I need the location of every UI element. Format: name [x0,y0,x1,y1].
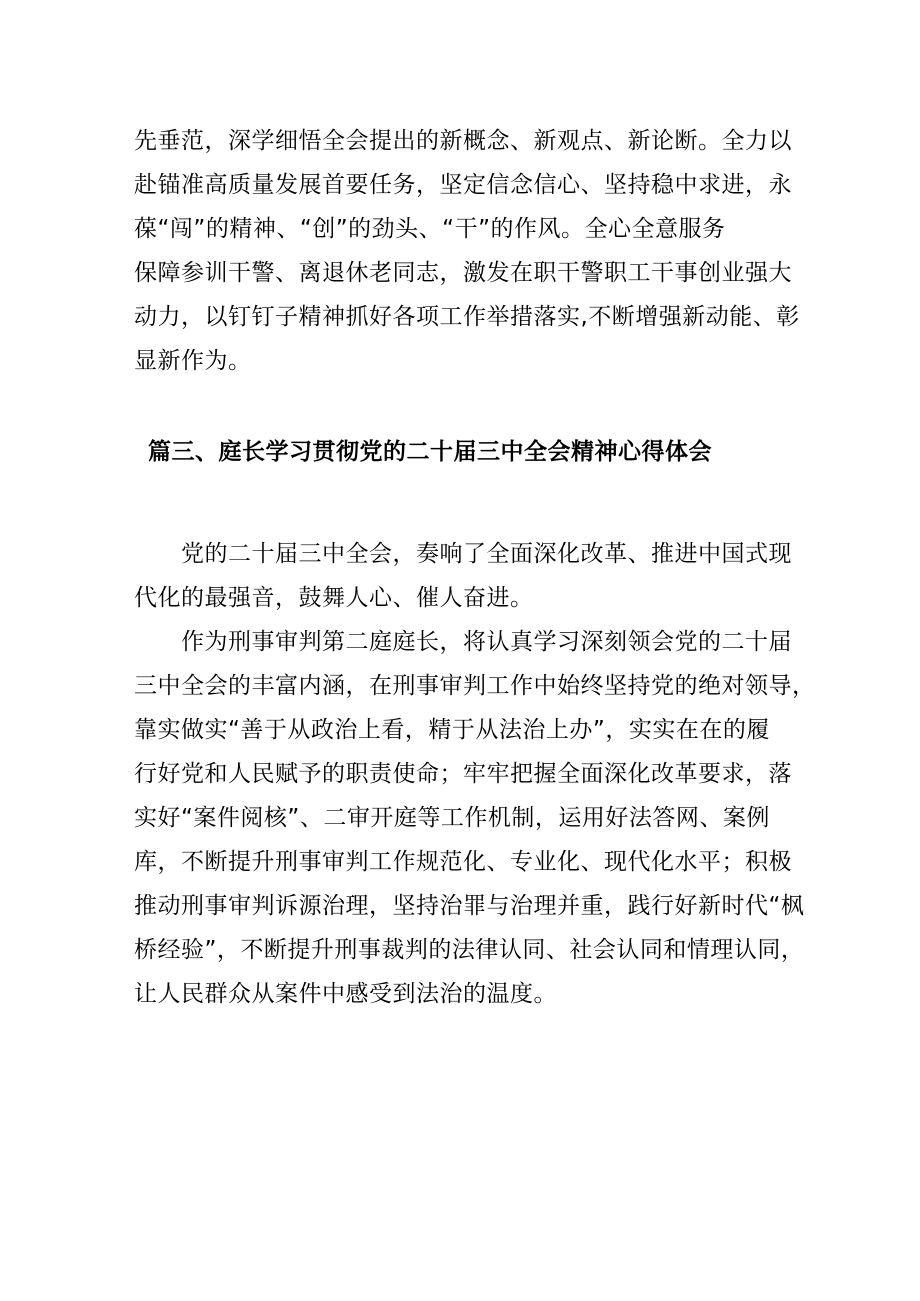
intro-line-3: 葆“闯”的精神、“创”的劲头、“干”的作风。全心全意服务 [134,216,726,242]
paragraph-2-line-7: 推动刑事审判诉源治理，坚持治罪与治理并重，践行好新时代“枫 [134,893,805,919]
paragraph-2-line-5: 实好“案件阅核”、二审开庭等工作机制，运用好法答网、案例 [134,805,770,831]
intro-line-6: 显新作为。 [134,348,252,374]
intro-line-1: 先垂范，深学细悟全会提出的新概念、新观点、新论断。全力以 [134,128,792,154]
section-heading: 篇三、庭长学习贯彻党的二十届三中全会精神心得体会 [148,439,712,465]
paragraph-2-line-2: 三中全会的丰富内涵，在刑事审判工作中始终坚持党的绝对领导， [134,673,816,699]
paragraph-2-line-9: 让人民群众从案件中感受到法治的温度。 [134,981,557,1007]
paragraph-2-line-8: 桥经验”，不断提升刑事裁判的法律认同、社会认同和情理认同， [134,937,805,963]
paragraph-2-line-3: 靠实做实“善于从政治上看，精于从法治上办”，实实在在的履 [134,717,770,743]
paragraph-1-line-2: 代化的最强音，鼓舞人心、催人奋进。 [134,585,534,611]
paragraph-2-line-1: 作为刑事审判第二庭庭长，将认真学习深刻领会党的二十届 [181,629,792,655]
paragraph-1-line-1: 党的二十届三中全会，奏响了全面深化改革、推进中国式现 [181,541,792,567]
intro-line-4: 保障参训干警、离退休老同志，激发在职干警职工干事创业强大 [134,260,792,286]
paragraph-2-line-4: 行好党和人民赋予的职责使命；牢牢把握全面深化改革要求，落 [134,761,792,787]
intro-line-5: 动力，以钉钉子精神抓好各项工作举措落实,不断增强新动能、彰 [134,304,800,330]
intro-line-2: 赴锚准高质量发展首要任务，坚定信念信心、坚持稳中求进，永 [134,172,792,198]
paragraph-2-line-6: 库，不断提升刑事审判工作规范化、专业化、现代化水平；积极 [134,849,792,875]
